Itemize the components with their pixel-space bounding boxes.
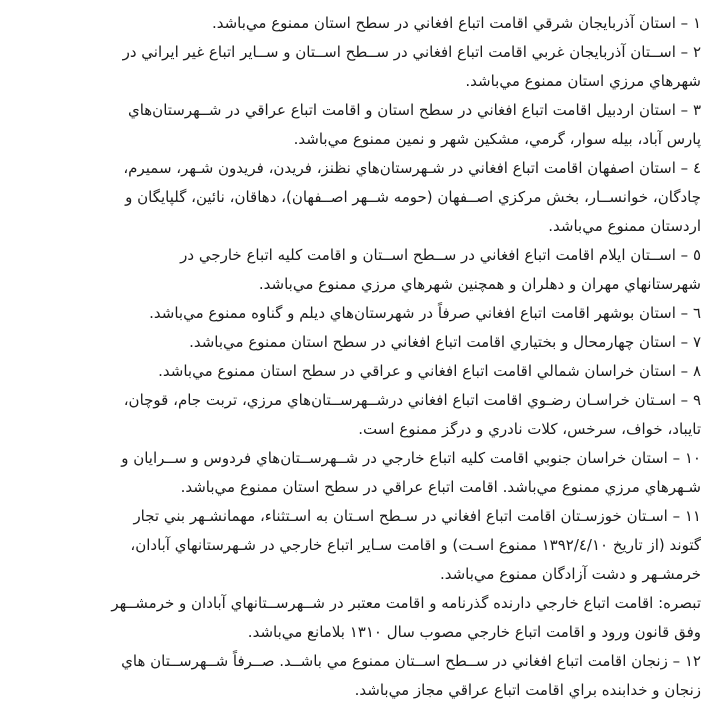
text-line-item4: ٤ – استان اصفهان اقامت اتباع افغاني در شـهرستان‌هاي نظنز، فریدن، فریدون شـهر، سمیرم، <box>123 159 701 177</box>
text-line-item5: ٥ – اســتان ایلام اقامت اتباع افغاني در ســطح اســتان و اقامت کلیه اتباع خارجي در <box>180 246 701 264</box>
text-line-item2-cont: شهرهاي مرزي استان ممنوع مي‌باشد. <box>465 72 701 90</box>
text-line-item3-cont: پارس آباد، بیله سوار، گرمي، مشکین شهر و نمین ممنوع مي‌باشد. <box>293 130 701 148</box>
text-line-item11-cont2: خرمشـهر و دشت آزادگان ممنوع مي‌باشد. <box>439 565 701 583</box>
text-line-note-cont: وفق قانون ورود و اقامت اتباع خارجي مصوب سال ۱۳۱۰ بلامانع مي‌باشد. <box>247 623 701 641</box>
text-line-item11: ۱۱ – اسـتان خوزسـتان اقامت اتباع افغاني در سـطح اسـتان به اسـتثناء، مهمانشـهر بني تجار <box>133 507 701 525</box>
text-line-item4-cont2: اردستان ممنوع مي‌باشد. <box>548 217 701 235</box>
text-line-item10-cont: شـهرهاي مرزي ممنوع مي‌باشد. اقامت اتباع عراقي در سطح استان ممنوع مي‌باشد. <box>180 478 701 496</box>
text-line-item9-cont: تایباد، خواف، سرخس، کلات نادري و درگز ممنوع است. <box>358 420 701 438</box>
text-line-item2: ۲ – اســتان آذربایجان غربي اقامت اتباع افغاني در ســطح اســتان و ســایر اتباع غیر ایراني در <box>122 43 701 61</box>
text-line-item9: ۹ – اسـتان خراسـان رضـوي اقامت اتباع افغاني درشــهرســتان‌هاي مرزي، تربت جام، قوچان، <box>123 391 701 409</box>
text-line-item12-cont: زنجان و خدابنده براي اقامت اتباع عراقي مجاز مي‌باشد. <box>354 681 701 699</box>
text-line-item1: ۱ – استان آذربایجان شرقي اقامت اتباع افغاني در سطح استان ممنوع مي‌باشد. <box>211 14 701 32</box>
text-line-item6: ٦ – استان بوشهر اقامت اتباع افغاني صرفاً در شهرستان‌هاي دیلم و گناوه ممنوع مي‌باشد. <box>149 304 701 322</box>
text-line-item3: ۳ – استان اردبیل اقامت اتباع افغاني در سطح استان و اقامت اتباع عراقي در شــهرستان‌هاي <box>127 101 701 119</box>
text-line-item11-cont1: گتوند (از تاریخ ۱۳۹۲/٤/۱۰ ممنوع اسـت) و اقامت سـایر اتباع خارجي در شـهرستانهاي آبادان، <box>130 536 701 554</box>
text-line-item5-cont: شهرستانهاي مهران و دهلران و همچنین شهرهاي مرزي ممنوع مي‌باشد. <box>258 275 701 293</box>
text-line-item10: ۱۰ – استان خراسان جنوبي اقامت کلیه اتباع خارجي در شــهرســتان‌هاي فردوس و ســرایان و <box>121 449 701 467</box>
text-line-item12: ۱۲ – زنجان اقامت اتباع افغاني در ســطح اســتان ممنوع مي باشــد. صــرفاً شــهرســتان هاي <box>121 652 701 670</box>
text-line-note: تبصره: اقامت اتباع خارجي دارنده گذرنامه و اقامت معتبر در شــهرســتانهاي آبادان و خرمشــهر <box>111 594 701 612</box>
text-line-item8: ۸ – استان خراسان شمالي اقامت اتباع افغاني و عراقي در سطح استان ممنوع مي‌باشد. <box>158 362 701 380</box>
text-line-item7: ۷ – استان چهارمحال و بختیاري اقامت اتباع افغاني در سطح استان ممنوع مي‌باشد. <box>189 333 701 351</box>
text-line-item4-cont1: چادگان، خوانســار، بخش مرکزي اصــفهان (حومه شــهر اصــفهان)، دهاقان، نائین، گلپایگان و <box>125 188 701 206</box>
